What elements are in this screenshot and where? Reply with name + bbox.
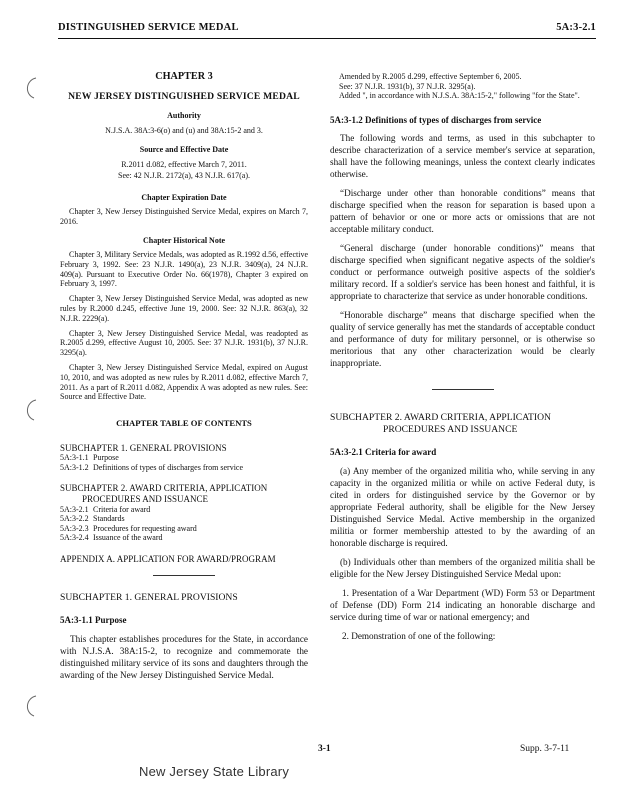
toc-subchapter: PROCEDURES AND ISSUANCE	[82, 494, 209, 505]
toc-item[interactable]: 5A:3-2.1 Criteria for award	[60, 504, 151, 514]
criteria-paragraph: (b) Individuals other than members of the organized militia shall be eligible for the New Jersey Distinguished Service Medal upon:	[330, 556, 595, 579]
expiration-text: Chapter 3, New Jersey Distinguished Service Medal, expires on March 7, 2016.	[60, 206, 308, 226]
toc-subchapter: SUBCHAPTER 2. AWARD CRITERIA, APPLICATION	[60, 483, 268, 494]
history-see: See: 37 N.J.R. 1931(b), 37 N.J.R. 3295(a).	[339, 81, 476, 91]
definition: “Honorable discharge” means that discharge specified when the quality of service generally has met the standards of acceptable conduct and performance of duty for military personnel, or is otherwise so meritorious that any other characterization would be clearly inappropriate.	[330, 310, 595, 369]
section-heading: 5A:3-1.1 Purpose	[60, 615, 127, 626]
authority-heading: Authority	[167, 111, 201, 121]
source-line: See: 42 N.J.R. 2172(a), 43 N.J.R. 617(a).	[118, 170, 250, 180]
library-stamp: New Jersey State Library	[139, 764, 290, 779]
history-heading: Chapter Historical Note	[142, 236, 226, 246]
history-paragraph: Chapter 3, Military Service Medals, was adopted as R.1992 d.56, effective February 3, 1992. See: 23 N.J.R. 1490(a), 23 N.J.R. 3409(a), 24 N.J.R. 409(a). Pursuant to Executive Order No. 66(1978), Chapter 3 expired on February 3, 1997.	[60, 249, 308, 289]
section-heading: 5A:3-1.2 Definitions of types of discharges from service	[330, 114, 542, 125]
section-divider	[153, 575, 215, 576]
history-paragraph: Chapter 3, New Jersey Distinguished Service Medal, expired on August 10, 2010, and was adopted as new rules by R.2011 d.082, effective March 7, 2011. As a part of R.2011 d.082, Appendix A was adopted as new rules. See: Source and Effective Date.	[60, 362, 308, 402]
authority-text: N.J.S.A. 38A:3-6(o) and (u) and 38A:15-2 and 3.	[105, 125, 263, 135]
subchapter-title: SUBCHAPTER 1. GENERAL PROVISIONS	[60, 591, 238, 603]
history-paragraph: Chapter 3, New Jersey Distinguished Service Medal, was readopted as R.2005 d.299, effective August 10, 2005. See: 37 N.J.R. 1931(b), 37 N.J.R. 3295(a).	[60, 328, 308, 358]
toc-item[interactable]: 5A:3-1.1 Purpose	[60, 453, 119, 463]
binder-hole-icon	[22, 76, 40, 100]
binder-hole-icon	[22, 398, 40, 422]
history-paragraph: Chapter 3, New Jersey Distinguished Service Medal, was adopted as new rules by R.2000 d.245, effective June 19, 2000. See: 32 N.J.R. 863(a), 32 N.J.R. 2229(a).	[60, 294, 308, 323]
source-heading: Source and Effective Date	[139, 145, 229, 155]
criteria-item: 1. Presentation of a War Department (WD) Form 53 or Department of Defense (DD) Form 214 indicating an honorable discharge and service during time of war or national emergency; and	[330, 587, 595, 622]
criteria-item: 2. Demonstration of one of the following:	[342, 630, 496, 641]
history-added: Added ", in accordance with N.J.S.A. 38A:15-2," following "for the State".	[339, 91, 580, 101]
toc-item[interactable]: 5A:3-2.2 Standards	[60, 514, 125, 524]
definition: “General discharge (under honorable conditions)” means that discharge specified when significant negative aspects of the soldier's conduct or performance outweigh positive aspects of the soldier's military record. If a soldier's service has been honest and faithful, it is appropriate to characterize that service as under honorable conditions.	[330, 243, 595, 302]
chapter-number: CHAPTER 3	[155, 71, 213, 82]
source-line: R.2011 d.082, effective March 7, 2011.	[121, 159, 247, 169]
left-column	[60, 70, 308, 681]
definitions-intro: The following words and terms, as used in this subchapter to describe characterization of a service member's service at separation, shall have the following meanings, unless the context clearly indicates otherwise.	[330, 133, 595, 180]
toc-item[interactable]: 5A:3-2.4 Issuance of the award	[60, 533, 163, 543]
chapter-title: NEW JERSEY DISTINGUISHED SERVICE MEDAL	[68, 90, 300, 102]
purpose-paragraph: This chapter establishes procedures for the State, in accordance with N.J.S.A. 38A:15-2, to recognize and commemorate the distinguished military service of its sons and daughters through the awarding of the New Jersey Distinguished Service Medal.	[60, 633, 308, 680]
history-amended: Amended by R.2005 d.299, effective September 6, 2005.	[339, 72, 522, 81]
section-divider	[432, 389, 494, 390]
running-header	[58, 22, 596, 36]
section-heading: 5A:3-2.1 Criteria for award	[330, 447, 437, 458]
toc-heading: CHAPTER TABLE OF CONTENTS	[116, 418, 252, 429]
binder-hole-icon	[22, 694, 40, 718]
supplement-date: Supp. 3-7-11	[520, 744, 570, 754]
toc-item[interactable]: 5A:3-2.3 Procedures for requesting award	[60, 523, 197, 533]
criteria-paragraph: (a) Any member of the organized militia who, while serving in any capacity in the organized militia or while on active Federal duty, is cited in orders for distinguished service by the Governor or by appropriate Federal authority, shall be eligible for the New Jersey Distinguished Service Medal. Active membership in the organized militia or former membership attested to by the awarding of an honorable discharge is required.	[330, 465, 595, 548]
definition: “Discharge under other than honorable conditions” means that discharge specified when the reason for separation is based upon a pattern of behavior or one or more acts or omissions that are not acceptable military conduct.	[330, 188, 595, 235]
expiration-heading: Chapter Expiration Date	[141, 193, 227, 203]
header-section: 5A:3-2.1	[556, 22, 596, 33]
subchapter-title: SUBCHAPTER 2. AWARD CRITERIA, APPLICATION PROCEDURES AND ISSUANCE	[330, 412, 551, 435]
right-column	[330, 70, 595, 642]
toc-appendix[interactable]: APPENDIX A. APPLICATION FOR AWARD/PROGRAM	[60, 554, 276, 565]
page-number: 3-1	[318, 744, 331, 754]
header-title: DISTINGUISHED SERVICE MEDAL	[58, 22, 239, 33]
toc-subchapter: SUBCHAPTER 1. GENERAL PROVISIONS	[60, 442, 227, 453]
toc-item[interactable]: 5A:3-1.2 Definitions of types of discharges from service	[60, 462, 244, 472]
header-rule	[58, 38, 596, 39]
